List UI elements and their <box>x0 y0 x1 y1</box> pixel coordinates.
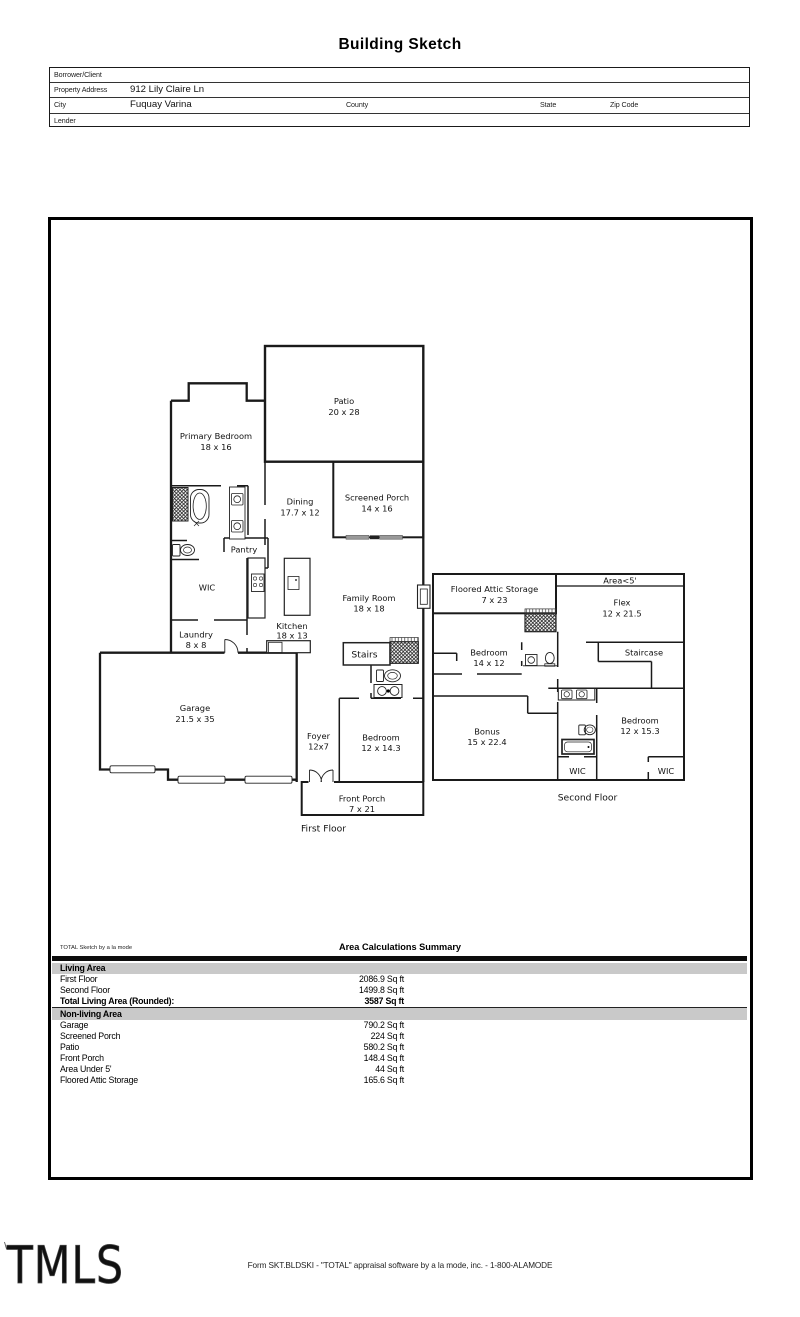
summary-row <box>52 1020 747 1031</box>
room-dim-foyer: 12x7 <box>308 741 329 752</box>
row-value: 165.6 Sq ft <box>363 1075 404 1085</box>
porch-door-icon <box>346 535 369 539</box>
row-label: First Floor <box>60 974 98 984</box>
form-row-city <box>50 98 749 113</box>
room-label-bedroom-a: Bedroom <box>470 647 508 658</box>
room-label-garage: Garage <box>179 703 211 713</box>
first-floor-plan <box>100 346 430 835</box>
second-floor-fixtures <box>525 609 595 754</box>
row-label: Total Living Area (Rounded): <box>60 996 175 1006</box>
row-label: Garage <box>60 1020 89 1030</box>
toilet-icon <box>377 670 384 682</box>
stove-icon <box>252 574 265 592</box>
room-label-wic-right: WIC <box>657 766 675 776</box>
room-label-family-room: Family Room <box>342 593 396 603</box>
form-row-property-address <box>50 83 749 98</box>
room-label-patio: Patio <box>333 396 355 406</box>
zip-label: Zip Code <box>610 100 639 110</box>
row-label: Floored Attic Storage <box>60 1075 138 1085</box>
room-dim-bedroom-1f: 12 x 14.3 <box>361 743 401 753</box>
room-label-flex: Flex <box>613 597 631 608</box>
room-label-pantry: Pantry <box>230 544 258 555</box>
room-label-bedroom-b: Bedroom <box>621 715 659 726</box>
room-label-wic: WIC <box>198 582 216 593</box>
room-dim-front-porch: 7 x 21 <box>348 804 376 814</box>
room-label-staircase: Staircase <box>624 647 664 658</box>
room-label-bonus: Bonus <box>474 726 500 737</box>
summary-divider-bar <box>52 956 747 961</box>
room-label-wic-left: WIC <box>569 766 586 776</box>
garage-door-icon <box>110 766 155 773</box>
row-value: 2086.9 Sq ft <box>358 974 404 984</box>
room-label-laundry: Laundry <box>179 629 213 640</box>
second-floor-plan <box>433 574 684 804</box>
room-dim-kitchen: 18 x 13 <box>276 630 308 641</box>
room-label-front-porch: Front Porch <box>338 793 386 804</box>
row-value: 3587 Sq ft <box>364 996 404 1006</box>
room-label-area-under-5: Area<5' <box>603 575 637 586</box>
porch-door-icon <box>380 535 403 539</box>
summary-row <box>52 1064 747 1075</box>
sink-icon <box>526 655 538 666</box>
fireplace-icon <box>418 585 431 608</box>
room-dim-bedroom-a: 14 x 12 <box>473 658 505 668</box>
room-dim-attic: 7 x 23 <box>481 595 508 605</box>
total-sketch-brand: TOTAL Sketch by a la mode <box>60 945 133 951</box>
room-dim-patio: 20 x 28 <box>328 407 360 417</box>
room-dim-flex: 12 x 21.5 <box>602 608 642 619</box>
living-area-header: Living Area <box>52 963 747 974</box>
garage-door-icon <box>178 776 225 783</box>
summary-row <box>52 1053 747 1064</box>
row-value: 224 Sq ft <box>370 1031 404 1041</box>
room-dim-primary-bedroom: 18 x 16 <box>200 442 232 452</box>
row-value: 790.2 Sq ft <box>363 1020 404 1030</box>
city-label: City <box>54 100 66 110</box>
room-label-dining: Dining <box>286 496 314 507</box>
form-row-lender <box>50 114 749 128</box>
lender-label: Lender <box>54 115 76 125</box>
floor-plan-drawing <box>50 218 750 945</box>
room-dim-garage: 21.5 x 35 <box>175 714 215 724</box>
row-label: Front Porch <box>60 1053 104 1063</box>
row-value: 44 Sq ft <box>375 1064 404 1074</box>
row-label: Second Floor <box>60 985 110 995</box>
property-form <box>49 67 750 127</box>
area-calculations-title: Area Calculations Summary <box>338 942 462 952</box>
second-floor-walls <box>433 574 684 780</box>
city-value: Fuquay Varina <box>130 99 192 111</box>
room-label-screened-porch: Screened Porch <box>344 492 410 503</box>
footer-form-line: Form SKT.BLDSKI - "TOTAL" appraisal software by a la mode, inc. - 1-800-ALAMODE <box>247 1261 553 1270</box>
room-label-attic: Floored Attic Storage <box>450 584 539 594</box>
form-row-borrower <box>50 68 749 83</box>
shower-icon <box>173 488 189 522</box>
county-label: County <box>346 100 369 110</box>
summary-row-total <box>52 996 747 1007</box>
room-label-foyer: Foyer <box>307 731 330 741</box>
room-label-stairs: Stairs <box>351 649 378 661</box>
room-label-bedroom-1f: Bedroom <box>362 732 400 743</box>
room-dim-bedroom-b: 12 x 15.3 <box>620 726 660 736</box>
row-value: 1499.8 Sq ft <box>358 985 404 995</box>
toilet-icon <box>173 545 181 557</box>
summary-row <box>52 985 747 996</box>
room-label-primary-bedroom: Primary Bedroom <box>179 431 253 441</box>
room-dim-family-room: 18 x 18 <box>353 603 385 614</box>
state-label: State <box>540 100 557 110</box>
stair-hatch-icon <box>525 613 556 631</box>
tmls-logo-text: TMLS <box>6 1236 124 1294</box>
toilet-icon <box>545 652 554 663</box>
row-label: Screened Porch <box>60 1031 121 1041</box>
room-dim-screened-porch: 14 x 16 <box>361 503 393 514</box>
summary-row <box>52 1031 747 1042</box>
room-label-kitchen: Kitchen <box>276 621 308 631</box>
room-dim-bonus: 15 x 22.4 <box>467 737 507 747</box>
nonliving-area-header: Non-living Area <box>52 1007 747 1020</box>
property-address-label: Property Address <box>54 85 108 95</box>
property-address-value: 912 Lily Claire Ln <box>130 84 205 96</box>
summary-row <box>52 1075 747 1086</box>
garage-door-icon <box>245 776 292 783</box>
borrower-label: Borrower/Client <box>54 70 102 79</box>
first-floor-caption: First Floor <box>300 823 347 835</box>
stair-hatch-icon <box>390 642 418 664</box>
page-title: Building Sketch <box>338 36 462 53</box>
summary-row <box>52 1042 747 1053</box>
second-floor-caption: Second Floor <box>557 792 618 804</box>
room-dim-laundry: 8 x 8 <box>185 640 207 650</box>
row-value: 148.4 Sq ft <box>363 1053 404 1063</box>
room-dim-dining: 17.7 x 12 <box>280 507 320 518</box>
row-label: Area Under 5' <box>60 1064 112 1074</box>
summary-row <box>52 974 747 985</box>
row-label: Patio <box>60 1042 80 1052</box>
row-value: 580.2 Sq ft <box>363 1042 404 1052</box>
